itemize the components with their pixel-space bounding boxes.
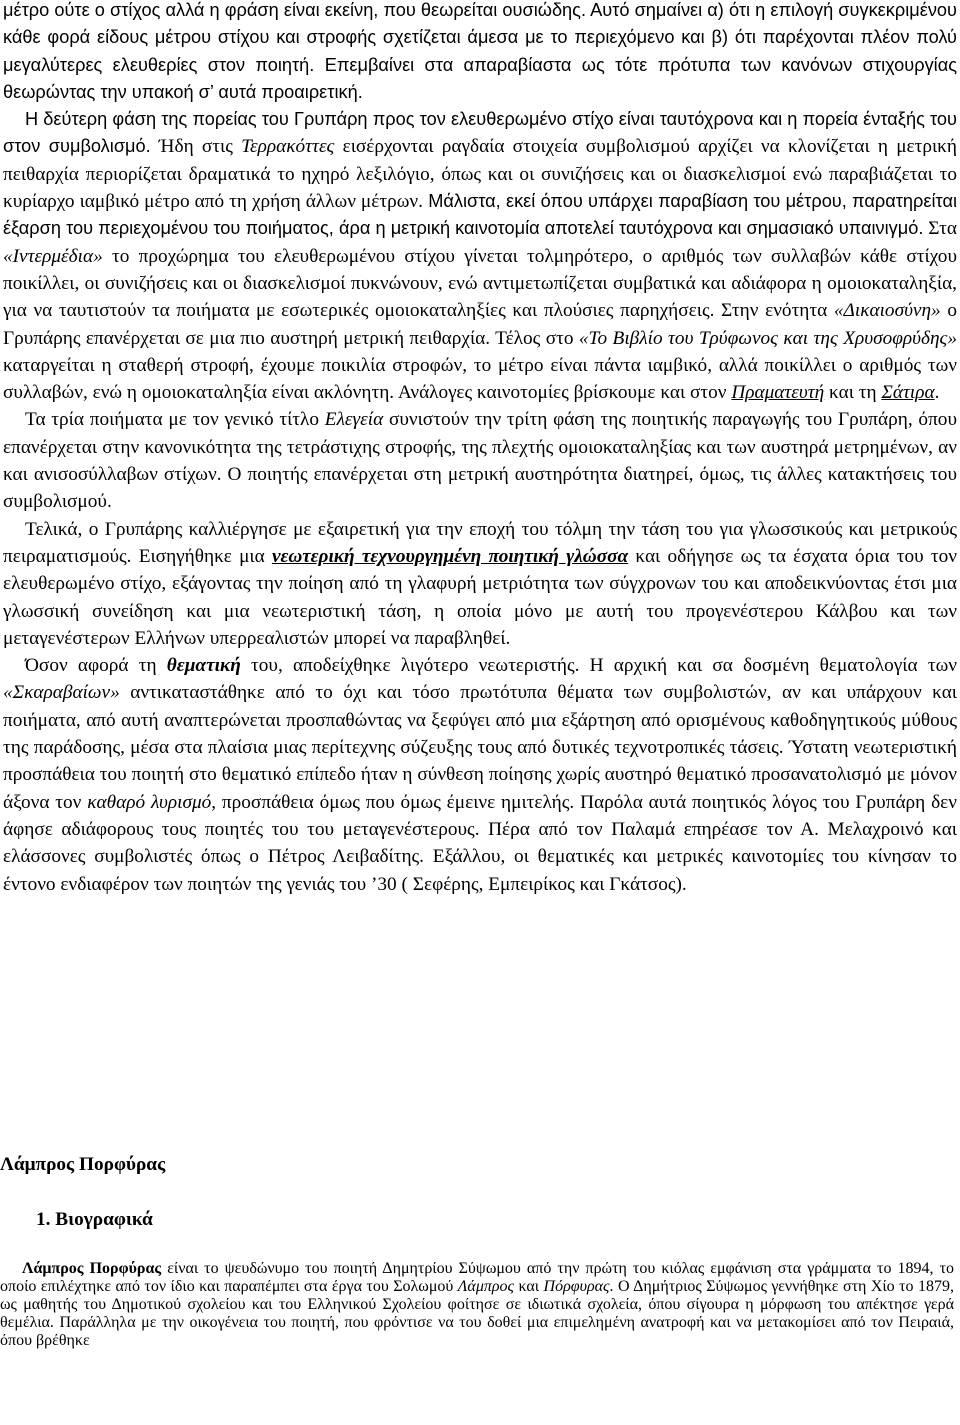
- work-title-tryfonas: «Το Βιβλίο του Τρύφωνος και της Χρυσοφρύδης»: [578, 327, 957, 349]
- text-span: το προχώρημα του ελευθερωμένου στίχου γίνεται τολμηρότερο, ο αριθμός των συλλαβών κάθε στίχου ποικίλλει, οι συνιζήσεις και οι διασκελισμοί πυκνώνουν, ενώ αντιμετωπίζεται συμβατικά και αδιάφορα η ομοιοκαταληξία, για να ταυτιστούν τα ποιήματα με εσωτερικές ομοιοκαταληξίες και πλούσιες παρηχήσεις. Στην ενότητα: [3, 245, 957, 322]
- work-title-elegeia: Ελεγεία: [324, 409, 384, 431]
- paragraph-meter-freedom: [3, 0, 957, 106]
- text-span: ο Γρυπάρης επανέρχεται σε μια πιο αυστηρή μετρική πειθαρχία. Τέλος στο: [3, 300, 957, 349]
- text-span: συνιστούν την τρίτη φάση της ποιητικής παραγωγής του Γρυπάρη, όπου επανέρχεται στην κανονικότητα της τετράστιχης στροφής, της πλεχτής ομοιοκαταληξίας και των αυστηρά μετρημένων, αν και ανισοσύλλαβων στίχων. Ο ποιητής επανέρχεται στη μετρική αυστηρότητα διατηρεί, όμως, τις άλλες κατακτήσεις του συμβολισμού.: [3, 409, 957, 513]
- text-span: Η δεύτερη φάση της πορείας του Γρυπάρη προς τον ελευθερωμένο στίχο είναι ταυτόχρονα και η πορεία ένταξής του στον συμβολισμό.: [3, 109, 957, 157]
- text-span: . Ο Δημήτριος Σύψωμος γεννήθηκε στη Χίο το 1879, ως μαθητής του Δημοτικού σχολείου και του Ελληνικού Σχολείου φοίτησε σε ιδιωτικά σχολεία, όπου σίγουρα η μόρφωση του απέκτησε γερά θεμέλια. Παράλληλα με την οικογένεια του ποιητή, που φρόντισε να του δοθεί μια επιμελημένη ανατροφή και να μετακομίσει από τον Πειραιά, όπου βρέθηκε: [0, 1278, 954, 1349]
- text-span: του, αποδείχθηκε λιγότερο νεωτεριστής. Η αρχική και σα δοσμένη θεματολογία των: [240, 655, 957, 677]
- emphasis-thematic: θεματική: [166, 655, 241, 677]
- paragraph-elegeia-phase: [3, 406, 957, 515]
- text-span: καταργείται η σταθερή στροφή, έχουμε ποικιλία στροφών, το μέτρο είναι πάντα ιαμβικό, αλλά ποικίλλει ο αριθμός των συλλαβών, ενώ η ομοιοκαταληξία είναι ακλόνητη. Ανάλογες καινοτομίες βρίσκουμε και στον: [3, 354, 957, 404]
- text-span: μέτρο ούτε ο στίχος αλλά η φράση είναι εκείνη, που θεωρείται ουσιώδης. Αυτό σημαίνει α) ότι η επιλογή συγκεκριμένου κάθε φορά είδους μέτρου στίχου και στροφής σχετίζεται άμεσα με το περιεχόμενο και β) ότι παρέχονται πλέον πολύ μεγαλύτερες ελευθερίες στον ποιητή. Επεμβαίνει στα απαραβίαστα ως τότε πρότυπα των κανόνων στιχουργίας θεωρώντας την υπακοή σ’ αυτά προαιρετική.: [3, 0, 957, 102]
- paragraph-thematics: [3, 652, 957, 898]
- work-title-satira: Σάτιρα: [881, 382, 935, 404]
- work-title-porfyras: Πόρφυρας: [543, 1278, 610, 1295]
- section-heading-biography: 1. Βιογραφικά: [36, 1209, 153, 1230]
- paragraph-symbolism-phase: [3, 106, 957, 406]
- text-span: Τελικά, ο Γρυπάρης καλλιέργησε με εξαιρετική για την εποχή του τόλμη την τάση του για γλωσσικούς και μετρικούς πειραματισμούς. Εισηγήθηκε μια: [3, 518, 957, 567]
- text-span: Τα τρία ποιήματα με τον γενικό τίτλο: [25, 409, 325, 431]
- text-span: είναι το ψευδώνυμο του ποιητή Δημητρίου Σύψωμου από την πρώτη του κιόλας εμφάνιση στα γράμματα το 1894, το οποίο επιλέχτηκε από τον ίδιο και παραπέμπει στα έργα του Σολωμού: [0, 1260, 954, 1295]
- work-title-intermedia: «Ιντερμέδια»: [3, 245, 103, 267]
- text-span: και: [514, 1278, 544, 1295]
- text-span: Στα: [923, 218, 957, 240]
- work-title-lampros: Λάμπρος: [457, 1278, 515, 1295]
- work-title-pramateftis: Πραματευτή: [731, 382, 825, 404]
- paragraph-language-experiments: [3, 516, 957, 652]
- term-pure-lyricism: καθαρό λυρισμό: [87, 791, 212, 813]
- work-title-terrakottes: Τερρακόττες: [241, 136, 335, 158]
- work-title-dikaiosyni: «Δικαιοσύνη»: [833, 300, 941, 322]
- text-span: .: [934, 382, 940, 404]
- text-span: και οδήγησε ως τα έσχατα όρια του τον ελευθερωμένο στίχο, εξάγοντας την ποίηση από τη γλαφυρή μετριότητα των σύγχρονων του και αποδεικνύοντας έτσι μια γλωσσική συνείδηση και μια νεωτεριστική τάση, η οποία μόνο με αυτή του προγενέστερου Κάλβου και των μεταγενέστερων Ελλήνων υπερρεαλιστών μπορεί να παραβληθεί.: [3, 545, 957, 649]
- author-heading: Λάμπρος Πορφύρας: [0, 1154, 166, 1175]
- paragraph-biography: [0, 1260, 954, 1350]
- text-span: αντικαταστάθηκε από το όχι και τόσο πρωτότυπα θέματα των συμβολιστών, αν και υπάρχουν και ποιήματα, από αυτή αναπτερώνεται προσπαθώντας να ξεφύγει από μια εξάρτηση από ορισμένους καθοδηγητικούς μύθους της παράδοσης, μέσα στα πλαίσια μιας περίτεχνης σύζευξης τους από δυτικές τεχνοτροπικές τάσεις. Ύστατη νεωτεριστική προσπάθεια του ποιητή στο θεματικό επίπεδο ήταν η σύνθεση ποίησης χωρίς αυστηρό θεματικό προσανατολισμό με μόνον άξονα τον: [3, 682, 957, 813]
- text-span: , προσπάθεια όμως που όμως έμεινε ημιτελής. Παρόλα αυτά ποιητικός λόγος του Γρυπάρη δεν άφησε αδιάφορους τους ποιητές του του μεταγενέστερους. Πέρα από τον Παλαμά επηρέασε τον Α. Μελαχροινό και ελάσσονες συμβολιστές όπως ο Πέτρος Λειβαδίτης. Εξάλλου, οι θεματικές και μετρικές καινοτομίες του κίνησαν το έντονο ενδιαφέρον των ποιητών της γενιάς του ’30 ( Σεφέρης, Εμπειρίκος και Γκάτσος).: [3, 791, 957, 895]
- text-span: Ήδη στις: [150, 136, 242, 158]
- text-span: Όσον αφορά τη: [25, 655, 167, 677]
- document-page: [3, 0, 957, 898]
- author-name-bold: Λάμπρος Πορφύρας: [22, 1260, 162, 1277]
- text-span: Μάλιστα, εκεί όπου υπάρχει παραβίαση του μέτρου, παρατηρείται έξαρση του περιεχομένου του ποιήματος, άρα η μετρική καινοτομία αποτελεί ταυτόχρονα και σημασιακό υπαινιγμό.: [3, 191, 957, 239]
- text-span: και τη: [824, 382, 882, 404]
- work-title-skaravaioi: «Σκαραβαίων»: [3, 682, 120, 704]
- emphasis-modern-language: νεωτερική τεχνουργημένη ποιητική γλώσσα: [271, 545, 629, 567]
- text-span: εισέρχονται ραγδαία στοιχεία συμβολισμού αρχίζει να κλονίζεται η μετρική πειθαρχία περιορίζεται δραματικά το ηχηρό λεξιλόγιο, όπως και οι συνιζήσεις και οι διασκελισμοί ενώ παραβιάζεται το κυρίαρχο ιαμβικό μέτρο από τη χρήση άλλων μέτρων.: [3, 136, 957, 213]
